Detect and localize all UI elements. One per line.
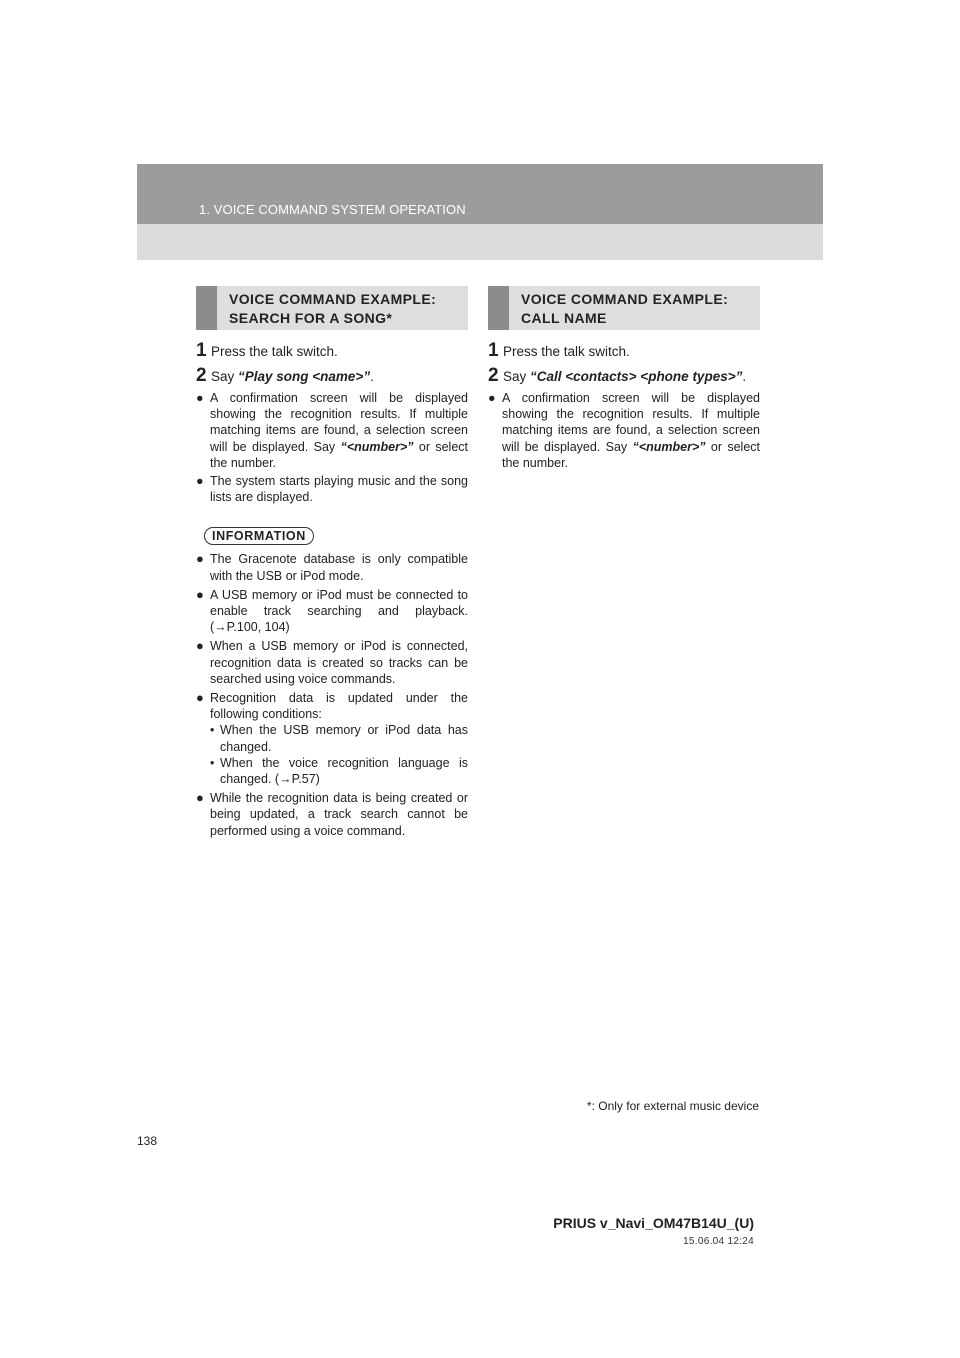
step-number: 2	[488, 365, 499, 386]
info-item: ● While the recognition data is being created or being updated, a track search cannot be performed using a voice command.	[196, 790, 468, 838]
info-item: ● When a USB memory or iPod is connected, recognition data is created so tracks can be searched using voice commands.	[196, 638, 468, 686]
info-item: ● The Gracenote database is only compatible with the USB or iPod mode.	[196, 551, 468, 583]
heading-marker	[488, 286, 509, 330]
step-text: Say “Call <contacts> <phone types>”.	[503, 369, 747, 384]
step-number: 1	[196, 340, 207, 361]
heading-line-1: VOICE COMMAND EXAMPLE:	[521, 291, 729, 307]
heading-line-1: VOICE COMMAND EXAMPLE:	[229, 291, 437, 307]
bullet-marker: ●	[488, 391, 496, 405]
footnote: *: Only for external music device	[586, 1099, 759, 1113]
header-top-bar	[137, 164, 823, 224]
step-number: 1	[488, 340, 499, 361]
step-text: Say “Play song <name>”.	[211, 369, 374, 384]
info-item: ● Recognition data is updated under the following conditions:	[196, 690, 468, 722]
heading-line-2: CALL NAME	[521, 310, 607, 326]
info-bullet: ●	[196, 586, 204, 602]
right-column	[488, 286, 760, 471]
voice-command: “Play song <name>”	[238, 369, 371, 384]
info-sub-item: • When the voice recognition language is changed. (→P.57)	[210, 755, 468, 787]
info-item: ● A USB memory or iPod must be connected to enable track searching and playback. (→P.100, 104)	[196, 586, 468, 635]
voice-command: “Call <contacts> <phone types>”	[530, 369, 743, 384]
bullet-marker: ●	[196, 474, 204, 489]
bullet-item: ● A confirmation screen will be displayed showing the recognition results. If multiple matching items are found, a selection screen will be displayed. Say “<number>” or select the number.	[196, 391, 469, 470]
step-1	[196, 342, 468, 361]
information-badge: INFORMATION	[204, 527, 314, 545]
bullet-list	[488, 390, 760, 471]
bullet-list	[196, 390, 468, 505]
heading-line-2: SEARCH FOR A SONG*	[229, 310, 393, 326]
information-list	[196, 551, 468, 838]
step-text: Press the talk switch.	[211, 344, 338, 359]
step-1	[488, 342, 760, 361]
info-bullet: ●	[196, 638, 204, 654]
section-title: 1. VOICE COMMAND SYSTEM OPERATION	[199, 202, 466, 217]
header-band	[137, 164, 823, 260]
bullet-item: ● The system starts playing music and the song lists are displayed.	[196, 474, 468, 505]
info-bullet: ●	[196, 790, 204, 806]
step-2	[488, 367, 760, 386]
document-code: PRIUS v_Navi_OM47B14U_(U)	[553, 1215, 754, 1231]
bullet-item: ● A confirmation screen will be displayed showing the recognition results. If multiple matching items are found, a selection screen will be displayed. Say “<number>” or select the number.	[488, 391, 761, 470]
step-text: Press the talk switch.	[503, 344, 630, 359]
document-timestamp: 15.06.04 12:24	[683, 1236, 754, 1247]
section-heading-song	[196, 286, 468, 330]
step-2	[196, 367, 468, 386]
info-bullet: ●	[196, 690, 204, 706]
page-number: 138	[137, 1134, 158, 1148]
info-sub-item: • When the USB memory or iPod data has changed.	[210, 723, 468, 754]
info-bullet: ●	[196, 551, 204, 567]
bullet-marker: ●	[196, 391, 204, 405]
heading-text	[229, 290, 436, 328]
step-number: 2	[196, 365, 207, 386]
heading-marker	[196, 286, 217, 330]
section-heading-call	[488, 286, 760, 330]
left-column	[196, 286, 468, 839]
heading-text	[521, 290, 728, 328]
